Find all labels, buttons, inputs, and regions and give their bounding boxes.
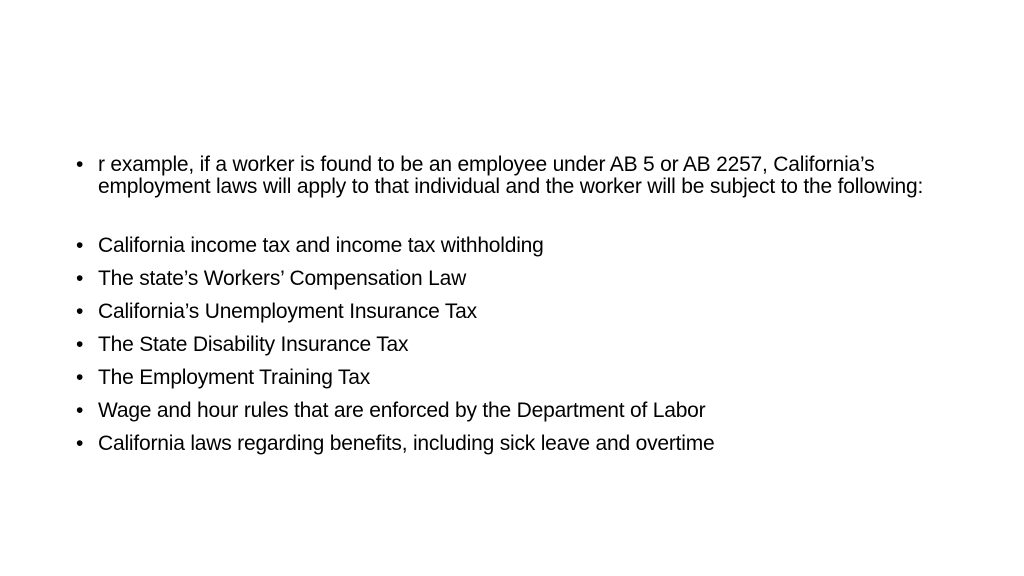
- list-item-text: California income tax and income tax withholding: [98, 234, 544, 257]
- bullet-icon: •: [76, 267, 84, 290]
- list-item-text: California laws regarding benefits, including sick leave and overtime: [98, 432, 715, 455]
- list-item: [76, 229, 956, 262]
- bullet-icon: •: [76, 333, 84, 356]
- list-item: [76, 262, 956, 295]
- list-item-text: The state’s Workers’ Compensation Law: [98, 267, 467, 290]
- intro-text: r example, if a worker is found to be an employee under AB 5 or AB 2257, California’s employment laws will apply to that individual and the worker will be subject to the following:: [98, 153, 924, 198]
- bullet-list: [76, 229, 956, 460]
- list-item-text: Wage and hour rules that are enforced by the Department of Labor: [98, 399, 706, 422]
- bullet-icon: •: [76, 366, 84, 389]
- list-item: [76, 295, 956, 328]
- list-item: [76, 394, 956, 427]
- list-item: [76, 427, 956, 460]
- bullet-icon: •: [76, 300, 84, 323]
- list-item-text: California’s Unemployment Insurance Tax: [98, 300, 477, 323]
- bullet-icon: •: [76, 432, 84, 455]
- bullet-icon: •: [76, 399, 84, 422]
- bullet-icon: •: [76, 234, 84, 257]
- intro-bullet: [76, 154, 956, 198]
- bullet-icon: •: [76, 153, 84, 176]
- list-item: [76, 361, 956, 394]
- list-item-text: The Employment Training Tax: [98, 366, 371, 389]
- slide-content: [76, 154, 956, 460]
- list-item-text: The State Disability Insurance Tax: [98, 333, 409, 356]
- list-item: [76, 328, 956, 361]
